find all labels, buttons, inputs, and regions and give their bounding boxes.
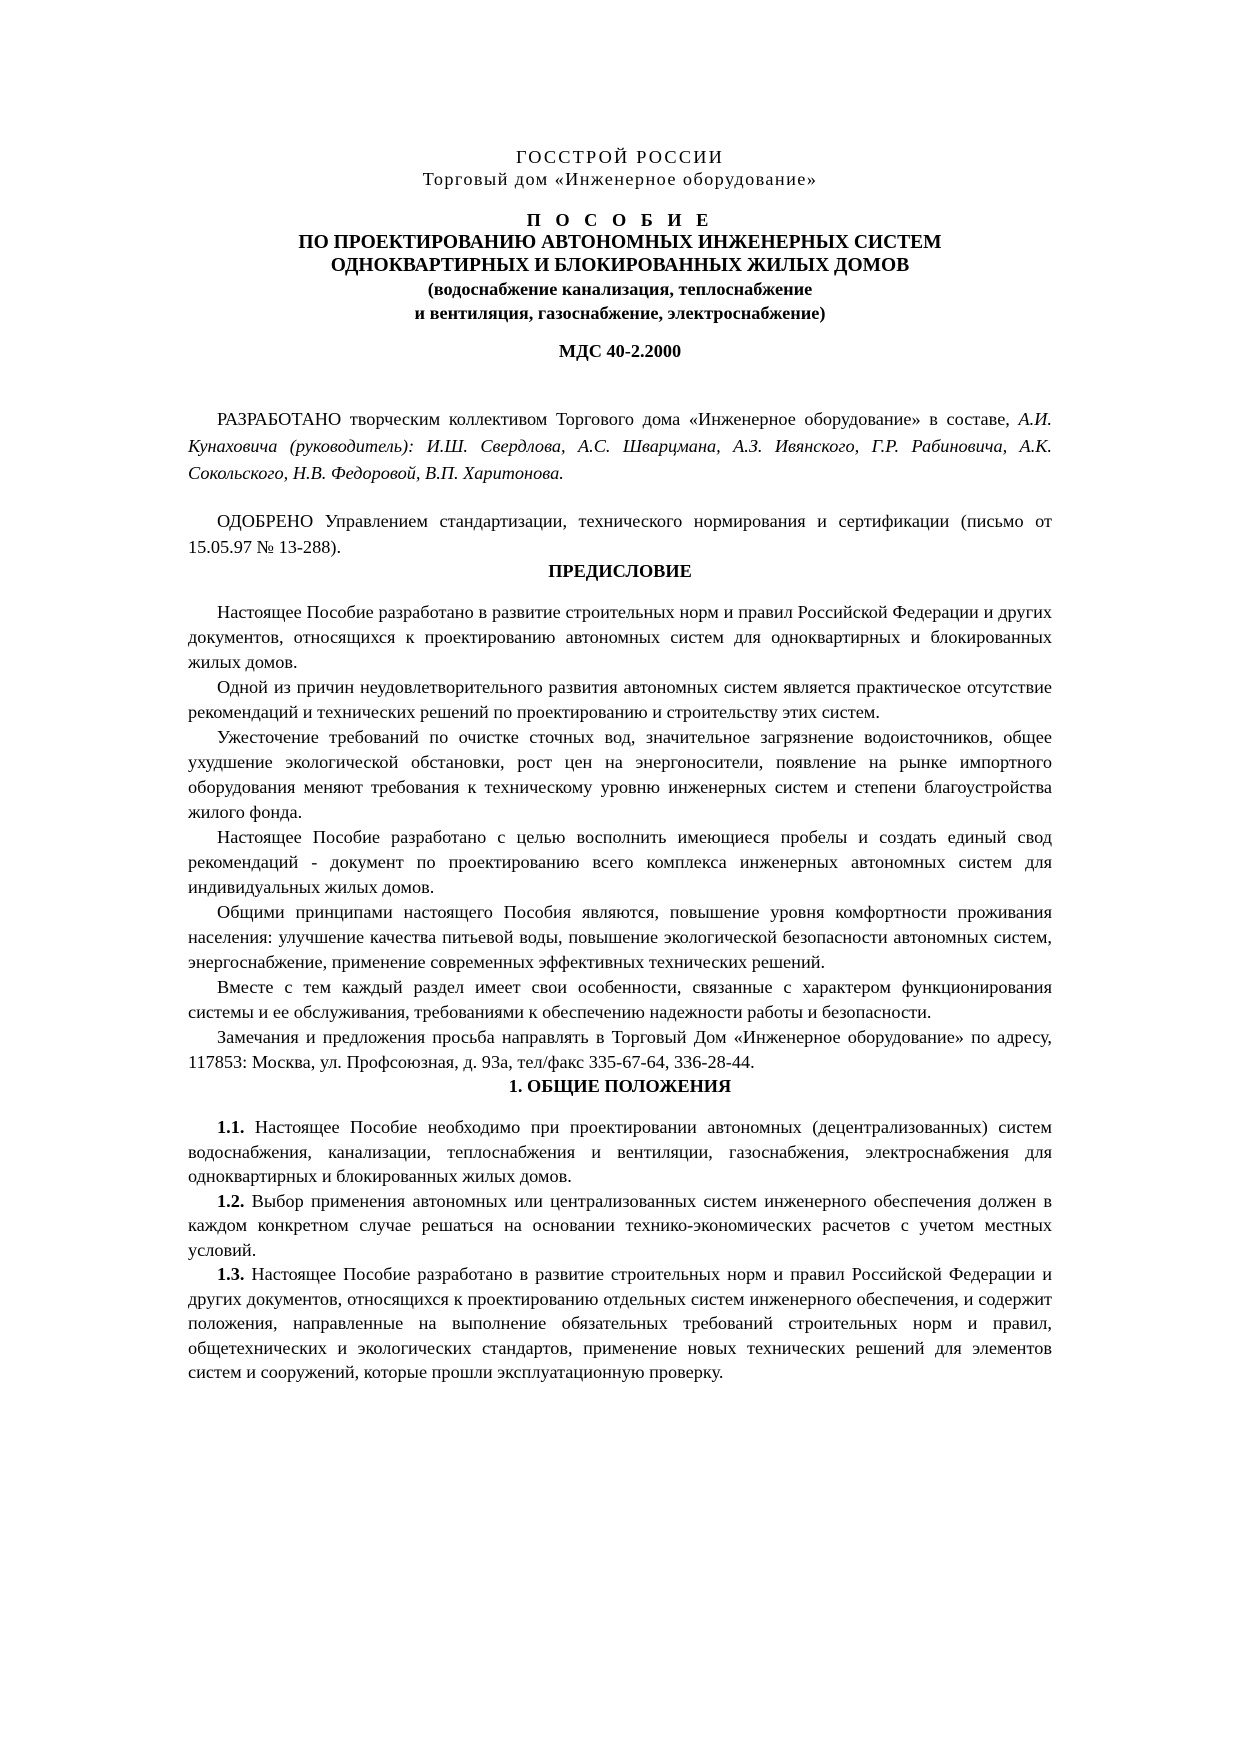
- document-code: МДС 40-2.2000: [558, 341, 682, 361]
- document-type-title: П О С О Б И Е: [526, 210, 714, 230]
- approved-by-paragraph: ОДОБРЕНО Управлением стандартизации, технического нормирования и сертификации (письмо от 15.05.97 № 13-288).: [188, 511, 1052, 557]
- document-content: [188, 146, 1052, 1385]
- preface-paragraph: Общими принципами настоящего Пособия являются, повышение уровня комфортности проживания населения: улучшение качества питьевой воды, повышение экологической безопасности автономных систем, энергоснабжение, применение современных эффективных технических решений.: [188, 902, 1052, 972]
- clause-text: Выбор применения автономных или централизованных систем инженерного обеспечения должен в каждом конкретном случае решаться на основании технико-экономических расчетов с учетом местных условий.: [188, 1190, 1052, 1260]
- clause-1-1: [188, 1115, 1052, 1189]
- clause-text: Настоящее Пособие разработано в развитие строительных норм и правил Российской Федерации и других документов, относящихся к проектированию отдельных систем инженерного обеспечения, и содержит положения, направленные на выполнение обязательных требований строительных норм и правил, общетехнических и экологических стандартов, применение новых технических решений для элементов систем и сооружений, которые прошли эксплуатационную проверку.: [188, 1264, 1052, 1382]
- developed-by-prefix: РАЗРАБОТАНО творческим коллективом Торгового дома «Инженерное оборудование» в составе,: [217, 409, 1019, 429]
- clause-number: 1.3.: [217, 1264, 245, 1284]
- organization-name: ГОССТРОЙ РОССИИ: [515, 147, 725, 167]
- preface-paragraph: Замечания и предложения просьба направлять в Торговый Дом «Инженерное оборудование» по адресу, 117853: Москва, ул. Профсоюзная, д. 93а, тел/факс 335-67-64, 336-28-44.: [188, 1027, 1052, 1072]
- preface-paragraph: Ужесточение требований по очистке сточных вод, значительное загрязнение водоисточников, общее ухудшение экологической обстановки, рост цен на энергоносители, появление на рынке импортного оборудования меняют требования к техническому уровню инженерных систем и степени благоустройства жилого фонда.: [188, 727, 1052, 822]
- section-1-heading: 1. ОБЩИЕ ПОЛОЖЕНИЯ: [508, 1076, 732, 1096]
- document-title-line-2: ОДНОКВАРТИРНЫХ И БЛОКИРОВАННЫХ ЖИЛЫХ ДОМОВ: [330, 255, 910, 276]
- preface-paragraph: Вместе с тем каждый раздел имеет свои особенности, связанные с характером функционирования системы и ее обслуживания, требованиями к обеспечению надежности работы и безопасности.: [188, 977, 1052, 1022]
- developed-by-authors: А.И. Кунаховича (руководитель): И.Ш. Свердлова, А.С. Шварцмана, А.З. Ивянского, Г.Р. Рабиновича, А.К. Сокольского, Н.В. Федоровой, В.П. Харитонова.: [188, 409, 1052, 483]
- clause-number: 1.2.: [217, 1190, 245, 1211]
- document-title-line-1: ПО ПРОЕКТИРОВАНИЮ АВТОНОМНЫХ ИНЖЕНЕРНЫХ СИСТЕМ: [298, 232, 942, 253]
- preface-paragraph: Настоящее Пособие разработано в развитие строительных норм и правил Российской Федерации и других документов, относящихся к проектированию автономных систем для одноквартирных и блокированных жилых домов.: [188, 602, 1052, 672]
- preface-body: [188, 600, 1052, 1075]
- document-scope-line-1: (водоснабжение канализация, теплоснабжение: [427, 279, 813, 299]
- clause-text: Настоящее Пособие необходимо при проектировании автономных (децентрализованных) систем водоснабжения, канализации, теплоснабжения и вентиляции, газоснабжения, электроснабжения для одноквартирных и блокированных жилых домов.: [188, 1117, 1052, 1186]
- section-1-body: [188, 1115, 1052, 1385]
- preface-paragraph: Настоящее Пособие разработано с целью восполнить имеющиеся пробелы и создать единый свод рекомендаций - документ по проектированию всего комплекса инженерных автономных систем для индивидуальных жилых домов.: [188, 827, 1052, 897]
- clause-number: 1.1.: [217, 1117, 245, 1137]
- preface-paragraph: Одной из причин неудовлетворительного развития автономных систем является практическое отсутствие рекомендаций и технических решений по проектированию и строительству этих систем.: [188, 677, 1052, 722]
- trading-house-name: Торговый дом «Инженерное оборудование»: [422, 169, 818, 189]
- document-scope-line-2: и вентиляция, газоснабжение, электроснабжение): [414, 303, 826, 323]
- clause-1-3: [188, 1262, 1052, 1385]
- clause-1-2: [188, 1189, 1052, 1263]
- developed-by-paragraph: [188, 406, 1052, 487]
- preface-heading: ПРЕДИСЛОВИЕ: [548, 561, 692, 581]
